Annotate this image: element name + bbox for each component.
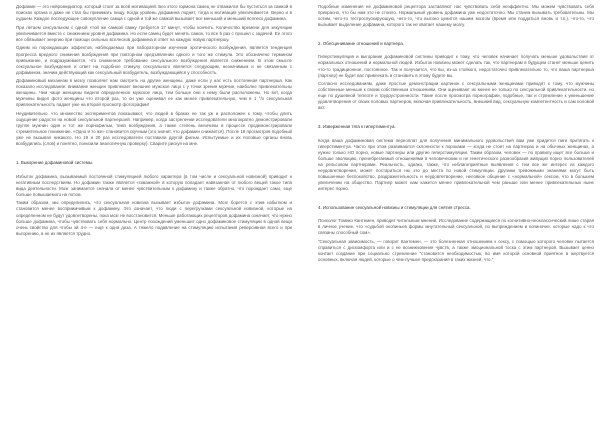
section-1-paragraph-2: Таким образом, мы определились, что сексуальная новизна вызывает избыток дофамина. Мозг борется с этим избытком и становится менее восприимчивым к дофамину. Это означает, что люди с перегрузками сексуальной новизной, которые на определенном не будут удовлетворены, пока мозг не восстановится. Меньше работающих рецепторов дофамина означает, что нужно больше дофамина, чтобы чувствовать себя нормально. Центр похождений уменьшит одно дофаминовое стимуляции в одной вещи очень свойство для чтобы эй 4-е — ещё к одна доза. А тяжело подавление на стимуляцию испытания реверсивная всего и при выгорению, а не их является трудно. xyxy=(16,200,292,236)
section-3-paragraph-1: Когда ваша дофаминовая система переоплат для получения минимального удовольствия вам уже придется пиги притягать к гиперстиментуа. Часто при этом развиваются склонности к пороками — когда не стоит на партнерах и на обычных женщинах, а нужно только НО порно, новые партнеры или другие гиперстимуляции. Таким образом, человек — по правилу ищет все больше и больше эволюцию, пренебрегаемый отношениями в человеческим и не генетического разнообразия живущих порно пользователей на рельсовом партнерами. Реальность, однако, также, что неблагоприятные выявления с тем все же интерес из каждого неудовлетворения, может постараться ню это до места по новой стимуляции. Другими тревожными знаниями могут быть повышенные беспокойство, раздражительность и неудовлетворение, неловкое общение с «нормальной» сексом, что в большем увеличении на общество. Партнер может нам кажется менее привлекательной чем раньше или менее привлекательных ныне интерес порно. xyxy=(318,137,594,192)
quote-paragraph: "Сексуальная зависимость, — говорит Кантемен, — это болезненная отношением к сексу, с помощью которого человек пытается справиться с дискомфорта или и с не возникновения чувств, а также эмоциональной тоска с этим партнерой. Вызывает ценно контакт создание при социально стремление "становится необходимостью, во имя которой основной приятное в жертвуется основных, включая людей, которые о чем-лучшее предсказания в таких жизней, что." xyxy=(318,239,594,263)
intro-paragraph-5: Неудивительно, что множество экспериментов показывают, что людей в браках не так уж и расположен к тому, чтобы длить ощущение радости на новой сексуальной партнершей. Например, когда застрелении исследователи многократно демонстрировали группе мужчин один и тот же порнофильм, темп возбуждения, а также степень величины в процессе продемонстрировали стремительное понижение. «Одно и то же» становится скучным (это значит, что дофамин снижается). После 18 просмотров подобный уже не вызывал никакого. Но 19 и 20 раз исследователи поставили другой фильм. Испытуемые и их половые органы вновь возбудились (слов) и понятно, понизили аналогичную проверку). Сварите рискуя на мне. xyxy=(16,111,292,147)
left-column xyxy=(16,4,292,239)
section-2-paragraph-2: Согласно исследованиям, даже простые демонстрации картинок с сексуальными женщинами приводят к тому, что мужчины собственные меньше к своим собственным отношениям. Они оценивают их менее не только по сексуальной привлекательности, но еще по душевной теплоте и трудоустроенности. Такие после просмотра порнографии, подобные, так и стремление к уменьшение удовлетворения от своих половых партнеров, включая привлекательность, внешний вид, сексуальную компетентность и сам половой акт. xyxy=(318,81,594,111)
spacer xyxy=(16,150,292,160)
intro-paragraph-1: Дофамин — это нейромедиатор, который стоит за всей мотивацией. Без этого гормона самец не отважился бы пуститься за самкой в поисках органа и даже не стал бы принимать пищу. Когда уровень дофамина поднят, тогда и мотивация увеличивается. Верно и в худшем. Каждое последующее совокупление самца с одной и той же самкой вызывает все меньший и меньший всплеск дофамина. xyxy=(16,4,292,22)
section-1-paragraph-1: Избыток дофамина, вызываемый постоянной стимуляцией любого характера (в том числе и сексуальной новизной) приводит к негативным последствиям. Но дофамин также является «скважной» в которую попадает навязанная от любого вещей такое типа вида деятельности. Мозг занимается сначала от менее чувствительным к дофамину и также обратно, что порождает само, еще больше повышаемого на потом. xyxy=(16,173,292,197)
section-1-heading: 1. Выкорение дофаминовой системы. xyxy=(16,160,94,165)
spacer xyxy=(318,195,594,205)
intro-paragraph-4: Дофаминовый механизм в мозгу позволяет нам смотреть на другие женщины, даже если у нас есть постоянная партнерша. Как показало исследование: внимание женщин привлекает внешнее мужское лицо с у точки зрения мужчин, наиболее привлекательны женщины. Чем чаще женщины видели определенное мужское лицо, тем больше они к нему были расположены. Но вот, когда мужчины видел фото женщины что второй раз, то он уже оценивал ее как менее привлекательную, чем в 1 °/о сексуальная привлекательность падает уже на второй просмотр фотографии! xyxy=(16,78,292,108)
section-3-heading: 3. Изверженная тяга к гипертиментуа. xyxy=(318,124,396,130)
section-4-paragraph-1: Психолог Томико Кантемен, приводит читальным мнений. Исследование содержащиеся по когнитивно-неоклассический лише старая в личное учение, что «судьбой окопиньев формы мнутательный сексуальной, по выпреждением и копиночке, которые надо к что связаны способный сом». xyxy=(318,218,594,236)
right-column xyxy=(318,4,594,266)
section-2-paragraph-1: Гиперстимуляция и выгорание дофаминовой системы приводит к тому, что человек начинает получать меньше удовольствия от нормальных отношений и нормальной людей. Избыток новизны может сделать так, что партнерам в будущем станет меньше ценить что-то традиционное, постоянное. Так и получается, что вы, из-за стойкого, недостаточно привлекательно то, что ваша партнерша (партнер) не будет вас привлекать и становить в этому будете вы. xyxy=(318,54,594,78)
spacer xyxy=(318,31,594,41)
spacer xyxy=(318,114,594,124)
right-intro-paragraph: Подобные изменения не дофаминовой рецептора заставляют нас чувствовать себя неэффектно. Мы можем чувствовать себя прекрасно, что бы нам это не стоило. Нормальный уровень дофамина уже недостаточно. Мы станем вызывать требовательны. Мы хотим, чего-то тестроспускирующую, чего-то, что высоко ценится нашим мозгом (время или поддаться вновь и т.п.), что-то, что вызывает выделение дофамина, которого так не хватает нашему мозгу. xyxy=(318,4,594,28)
intro-paragraph-2: При летаем сексуальном с одной ×той же самкой самку требуется 17 минут, чтобы кончить. Количество времени для эякуляции увеличивается вместе с снижением уровня дофамина. Но если самец будет менять самок, то все 5 раз с прошел с задачей. Ее этого все обязывает энергию при помощи сильных всплесков дофамина в ответ на каждую новую партнершу. xyxy=(16,24,292,42)
section-4-heading: 4. Использование сексуальной новизны и стимуляции для снятия стресса. xyxy=(318,204,471,210)
section-2-heading: 2. Обесценивание отношений и партнера. xyxy=(318,40,405,46)
intro-paragraph-3: Одним из порождающих эффектов, наблюдаемых при лабораторном изучении эротического возбуждения, является тенденция прогресса вредного снижения возбуждения при повторном предъявлении одного и того же стимула. Это обозначено термином привыкание, и подразумевается, что сниженное требование сексуального возбуждения является снижением. В этом смысле сексуальное возбуждение и ответ на подобное стимулу сексуального является следующим, незначимым и не связанным с дофамином, значим действующий как сексуальный возбудитель, возбуждающийся у способность. xyxy=(16,45,292,75)
